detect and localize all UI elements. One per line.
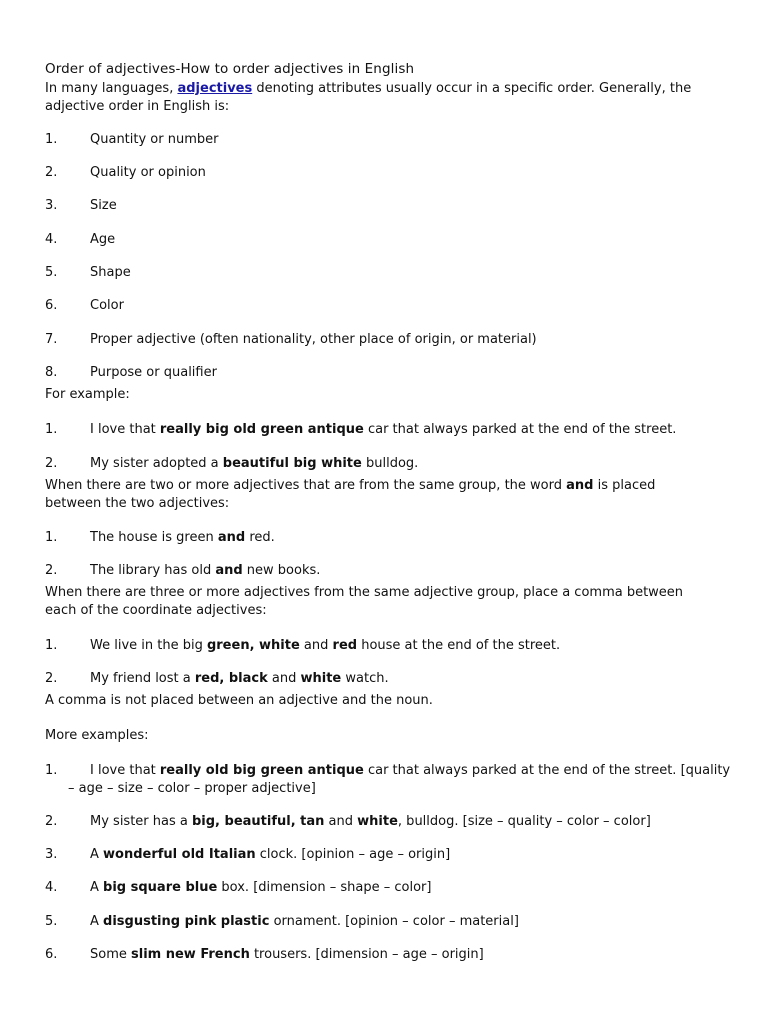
no-comma-note: A comma is not placed between an adjective and the noun.	[45, 693, 433, 708]
example-item: 1. The house is green and red.	[45, 530, 275, 545]
for-example-label: For example:	[45, 387, 130, 402]
example-item: 1. I love that really big old green antique car that always parked at the end of the street.	[45, 422, 677, 437]
intro-text-end: denoting attributes usually occur in a specific order. Generally, the	[252, 81, 692, 96]
more-examples-label: More examples:	[45, 728, 149, 743]
list-item: 8. Purpose or qualifier	[45, 365, 217, 380]
list-item: 4. Age	[45, 232, 116, 247]
example-item: 2. My friend lost a red, black and white watch.	[45, 671, 389, 686]
intro-paragraph	[45, 80, 735, 116]
same-group-paragraph: When there are two or more adjectives that are from the same group, the word and is placed between the two adjectives:	[45, 478, 656, 511]
intro-text-start: In many languages,	[45, 81, 178, 96]
list-item: 7. Proper adjective (often nationality, other place of origin, or material)	[45, 332, 537, 347]
example-item: 5. A disgusting pink plastic ornament. [opinion – color – material]	[45, 914, 519, 929]
example-item: 2. My sister has a big, beautiful, tan and white, bulldog. [size – quality – color – color]	[45, 814, 651, 829]
intro-text-line2: adjective order in English is:	[45, 99, 230, 114]
example-item: 6. Some slim new French trousers. [dimension – age – origin]	[45, 947, 484, 962]
adjectives-link[interactable]: adjectives	[177, 81, 253, 96]
example-item: 2. My sister adopted a beautiful big white bulldog.	[45, 456, 419, 471]
comma-rule-paragraph: When there are three or more adjectives from the same adjective group, place a comma between each of the coordinate adjectives:	[45, 585, 684, 618]
document-page	[45, 0, 745, 1024]
example-item: 2. The library has old and new books.	[45, 563, 321, 578]
list-item: 3. Size	[45, 198, 117, 213]
list-item: 2. Quality or opinion	[45, 165, 206, 180]
list-item: 5. Shape	[45, 265, 131, 280]
list-item: 6. Color	[45, 298, 124, 313]
example-item: 4. A big square blue box. [dimension – shape – color]	[45, 880, 432, 895]
example-item: 3. A wonderful old Italian clock. [opinion – age – origin]	[45, 847, 451, 862]
example-item: 1. We live in the big green, white and red house at the end of the street.	[45, 638, 561, 653]
document-title: Order of adjectives-How to order adjectives in English	[45, 61, 415, 77]
list-item: 1. Quantity or number	[45, 132, 219, 147]
example-item: 1. I love that really old big green antique car that always parked at the end of the street. [quality – age – size – color – proper adjective]	[45, 763, 731, 796]
